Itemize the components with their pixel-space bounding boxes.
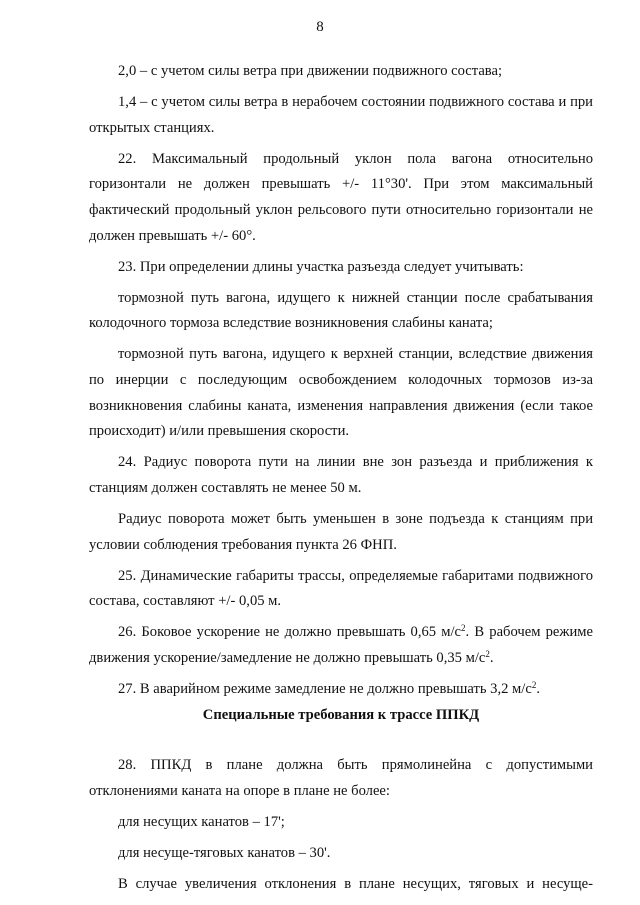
- superscript: 2: [531, 680, 537, 691]
- paragraph-22-slope: 22. Максимальный продольный уклон пола вагона относительно горизонтали не должен превышать +/- 11°30'. При этом максимальный фактический продольный уклон рельсового пути относительно горизонтали не должен превышать +/- 60°.: [89, 150, 593, 244]
- paragraph-deviation-increase: В случае увеличения отклонения в плане несущих, тяговых и несуще-: [118, 876, 593, 893]
- paragraph-wind-idle: 1,4 – с учетом силы ветра в нерабочем состоянии подвижного состава и при открытых станциях.: [89, 94, 593, 136]
- text-run: 26. Боковое ускорение не должно превышать 0,65 м/с: [118, 624, 462, 641]
- text-run: .: [489, 649, 494, 666]
- paragraph-carrying-ropes: для несущих канатов – 17';: [118, 813, 285, 830]
- paragraph-23-passing-length: 23. При определении длины участка разъезда следует учитывать:: [118, 258, 524, 275]
- paragraph-24-radius: 24. Радиус поворота пути на линии вне зон разъезда и приближения к станциям должен составлять не менее 50 м.: [89, 454, 593, 496]
- superscript: 2: [485, 648, 490, 659]
- page-number: 8: [316, 19, 324, 35]
- paragraph-25-gauge: 25. Динамические габариты трассы, определяемые габаритами подвижного состава, составляют +/- 0,05 м.: [89, 567, 593, 610]
- section-heading: Специальные требования к трассе ППКД: [202, 706, 480, 723]
- paragraph-wind-moving: 2,0 – с учетом силы ветра при движении подвижного состава;: [118, 63, 503, 79]
- superscript: 2: [461, 623, 466, 634]
- paragraph-26-acceleration: [89, 620, 593, 671]
- paragraph-27-emergency: [89, 677, 593, 703]
- text-run: 27. В аварийном режиме замедление не должно превышать 3,2 м/с: [118, 681, 532, 698]
- paragraph-braking-lower: тормозной путь вагона, идущего к нижней станции после срабатывания колодочного тормоза вследствие возникновения слабины каната;: [89, 289, 593, 332]
- paragraph-radius-reduction: Радиус поворота может быть уменьшен в зоне подъезда к станциям при условии соблюдения требования пункта 26 ФНП.: [89, 511, 593, 553]
- paragraph-28-straightness: 28. ППКД в плане должна быть прямолинейна с допустимыми отклонениями каната на опоре в плане не более:: [89, 757, 593, 799]
- paragraph-braking-upper: тормозной путь вагона, идущего к верхней станции, вследствие движения по инерции с последующим освобождением колодочных тормозов из-за возникновения слабины каната, изменения направления движения (если такое происходит) и/или превышения скорости.: [89, 346, 593, 440]
- text-run: .: [536, 681, 540, 698]
- paragraph-carrying-hauling-ropes: для несуще-тяговых канатов – 30'.: [118, 845, 331, 862]
- document-body: [89, 59, 593, 898]
- text-run: . В рабочем режиме движения ускорение/замедление не должно превышать 0,35 м/с: [89, 624, 593, 666]
